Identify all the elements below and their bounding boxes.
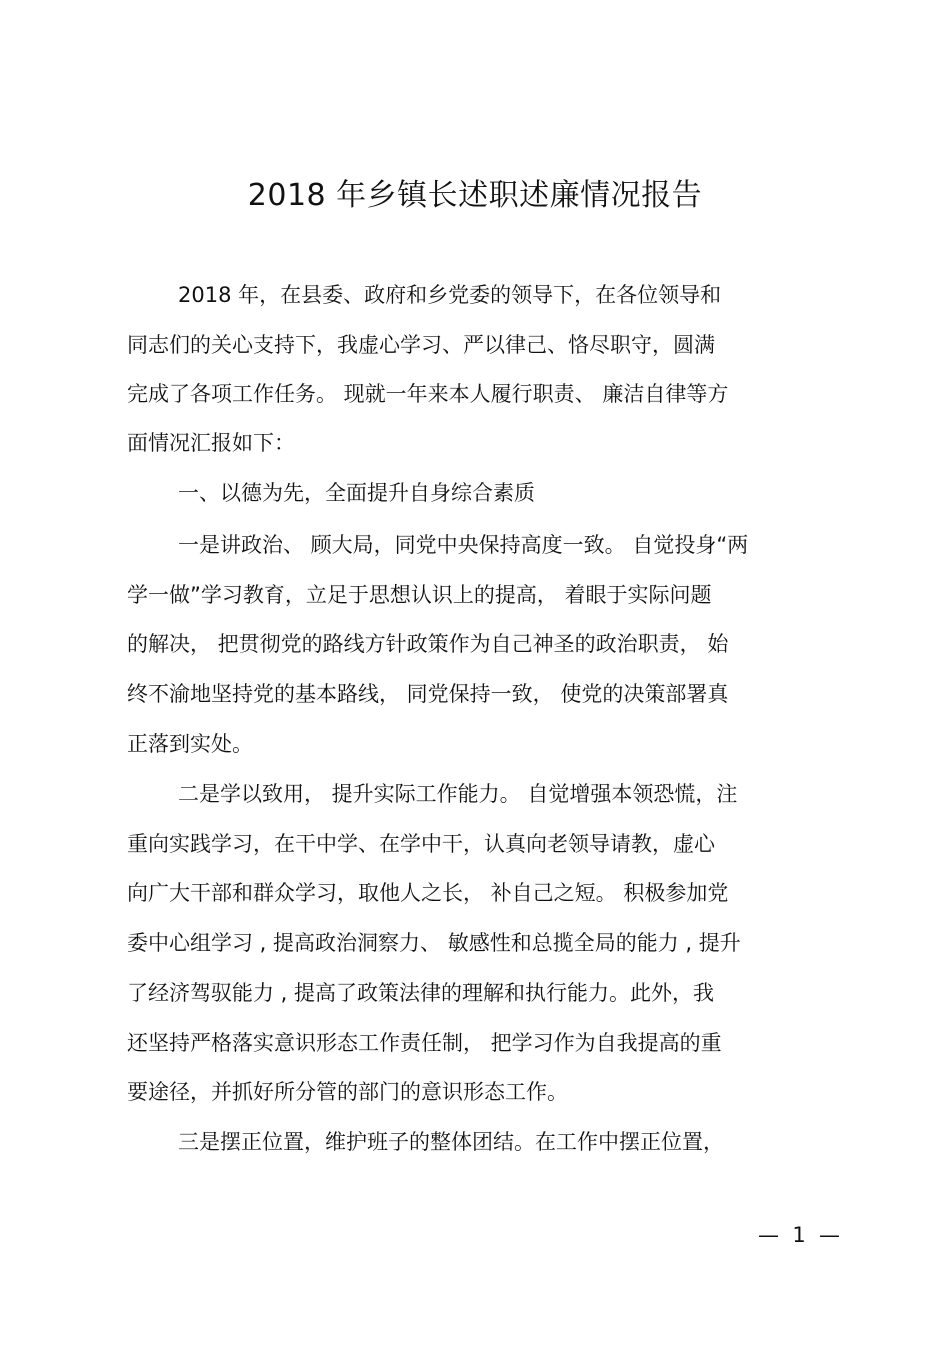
paragraph-line: 要途径，并抓好所分管的部门的意识形态工作。: [127, 1080, 568, 1104]
page-number: — 1 —: [758, 1223, 841, 1247]
paragraph-line: 一是讲政治、 顾大局，同党中央保持高度一致。 自觉投身“两: [178, 533, 749, 557]
paragraph-line: 委中心组学习 , 提高政治洞察力、 敏感性和总揽全局的能力 , 提升: [127, 931, 741, 955]
paragraph-line: 向广大干部和群众学习，取他人之长， 补自己之短。 积极参加党: [127, 881, 729, 905]
paragraph-line: 同志们的关心支持下，我虚心学习、严以律己、恪尽职守，圆满: [127, 333, 715, 357]
paragraph-line: 终不渝地坚持党的基本路线， 同党保持一致， 使党的决策部署真: [127, 682, 729, 706]
paragraph-line: 完成了各项工作任务。 现就一年来本人履行职责、 廉洁自律等方: [127, 382, 729, 406]
paragraph-line: 还坚持严格落实意识形态工作责任制， 把学习作为自我提高的重: [127, 1031, 722, 1055]
paragraph-line: 二是学以致用， 提升实际工作能力。 自觉增强本领恐慌，注: [178, 782, 738, 806]
paragraph-line: 的解决， 把贯彻党的路线方针政策作为自己神圣的政治职责， 始: [127, 632, 729, 656]
paragraph-line: 正落到实处。: [127, 732, 253, 756]
paragraph-line: 重向实践学习，在干中学、在学中干，认真向老领导请教，虚心: [127, 832, 715, 856]
document-title: 2018 年乡镇长述职述廉情况报告: [247, 178, 703, 213]
paragraph-line: 学一做”学习教育，立足于思想认识上的提高， 着眼于实际问题: [127, 583, 712, 607]
section-heading: 一、以德为先，全面提升自身综合素质: [178, 481, 535, 505]
paragraph-line: 2018 年，在县委、政府和乡党委的领导下，在各位领导和: [178, 283, 722, 307]
paragraph-line: 了经济驾驭能力 , 提高了政策法律的理解和执行能力。此外，我: [127, 981, 715, 1005]
paragraph-line: 三是摆正位置，维护班子的整体团结。在工作中摆正位置，: [178, 1130, 724, 1154]
paragraph-line: 面情况汇报如下：: [127, 431, 295, 455]
